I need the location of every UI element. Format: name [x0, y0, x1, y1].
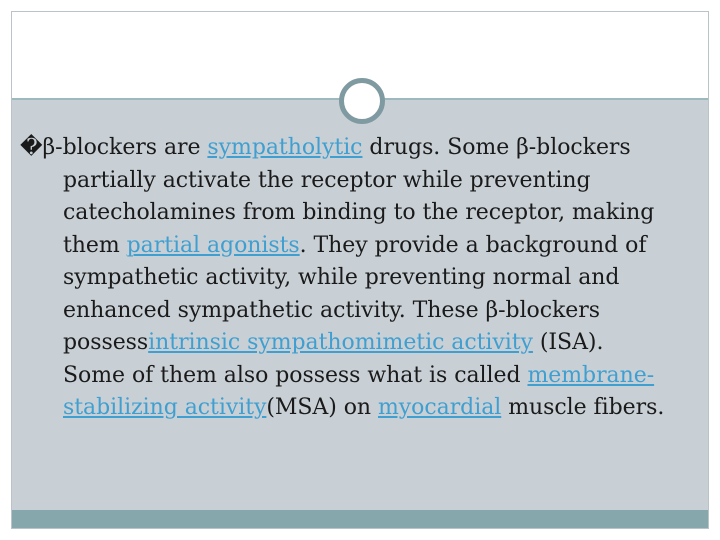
text-segment: enhanced sympathetic activity. These β-blockers — [63, 297, 600, 323]
text-segment: . They provide a background of — [299, 232, 647, 258]
text-segment: β-blockers are — [42, 135, 208, 160]
text-segment: (ISA). — [532, 330, 604, 355]
text-line — [20, 327, 714, 360]
hyperlink[interactable]: intrinsic sympathomimetic activity — [148, 330, 533, 355]
text-line — [20, 132, 714, 165]
text-segment: muscle fibers. — [501, 395, 665, 420]
footer-bar — [12, 510, 708, 528]
text-segment: drugs. Some β-blockers — [362, 135, 631, 160]
text-line — [20, 360, 714, 393]
text-segment: (MSA) on — [266, 395, 378, 420]
text-segment: possess — [63, 330, 149, 355]
hyperlink[interactable]: sympatholytic — [207, 135, 363, 160]
text-segment: them — [63, 232, 127, 258]
text-line — [20, 262, 714, 295]
text-line — [20, 230, 714, 263]
circle-ornament-icon — [339, 78, 385, 124]
text-segment: Some of them also possess what is called — [63, 362, 528, 388]
bullet-icon: � — [20, 135, 43, 160]
text-segment: sympathetic activity, while preventing normal and — [63, 265, 620, 290]
hyperlink[interactable]: myocardial — [377, 395, 502, 420]
text-line — [20, 295, 714, 328]
slide-body-text — [20, 132, 714, 425]
text-line — [20, 197, 714, 230]
hyperlink[interactable]: partial agonists — [126, 232, 300, 258]
text-line — [20, 165, 714, 198]
text-segment: partially activate the receptor while preventing — [63, 167, 591, 193]
hyperlink[interactable]: stabilizing activity — [63, 395, 267, 420]
hyperlink[interactable]: membrane- — [527, 362, 655, 388]
text-line — [20, 392, 714, 425]
text-segment: catecholamines from binding to the receptor, making — [63, 200, 655, 225]
